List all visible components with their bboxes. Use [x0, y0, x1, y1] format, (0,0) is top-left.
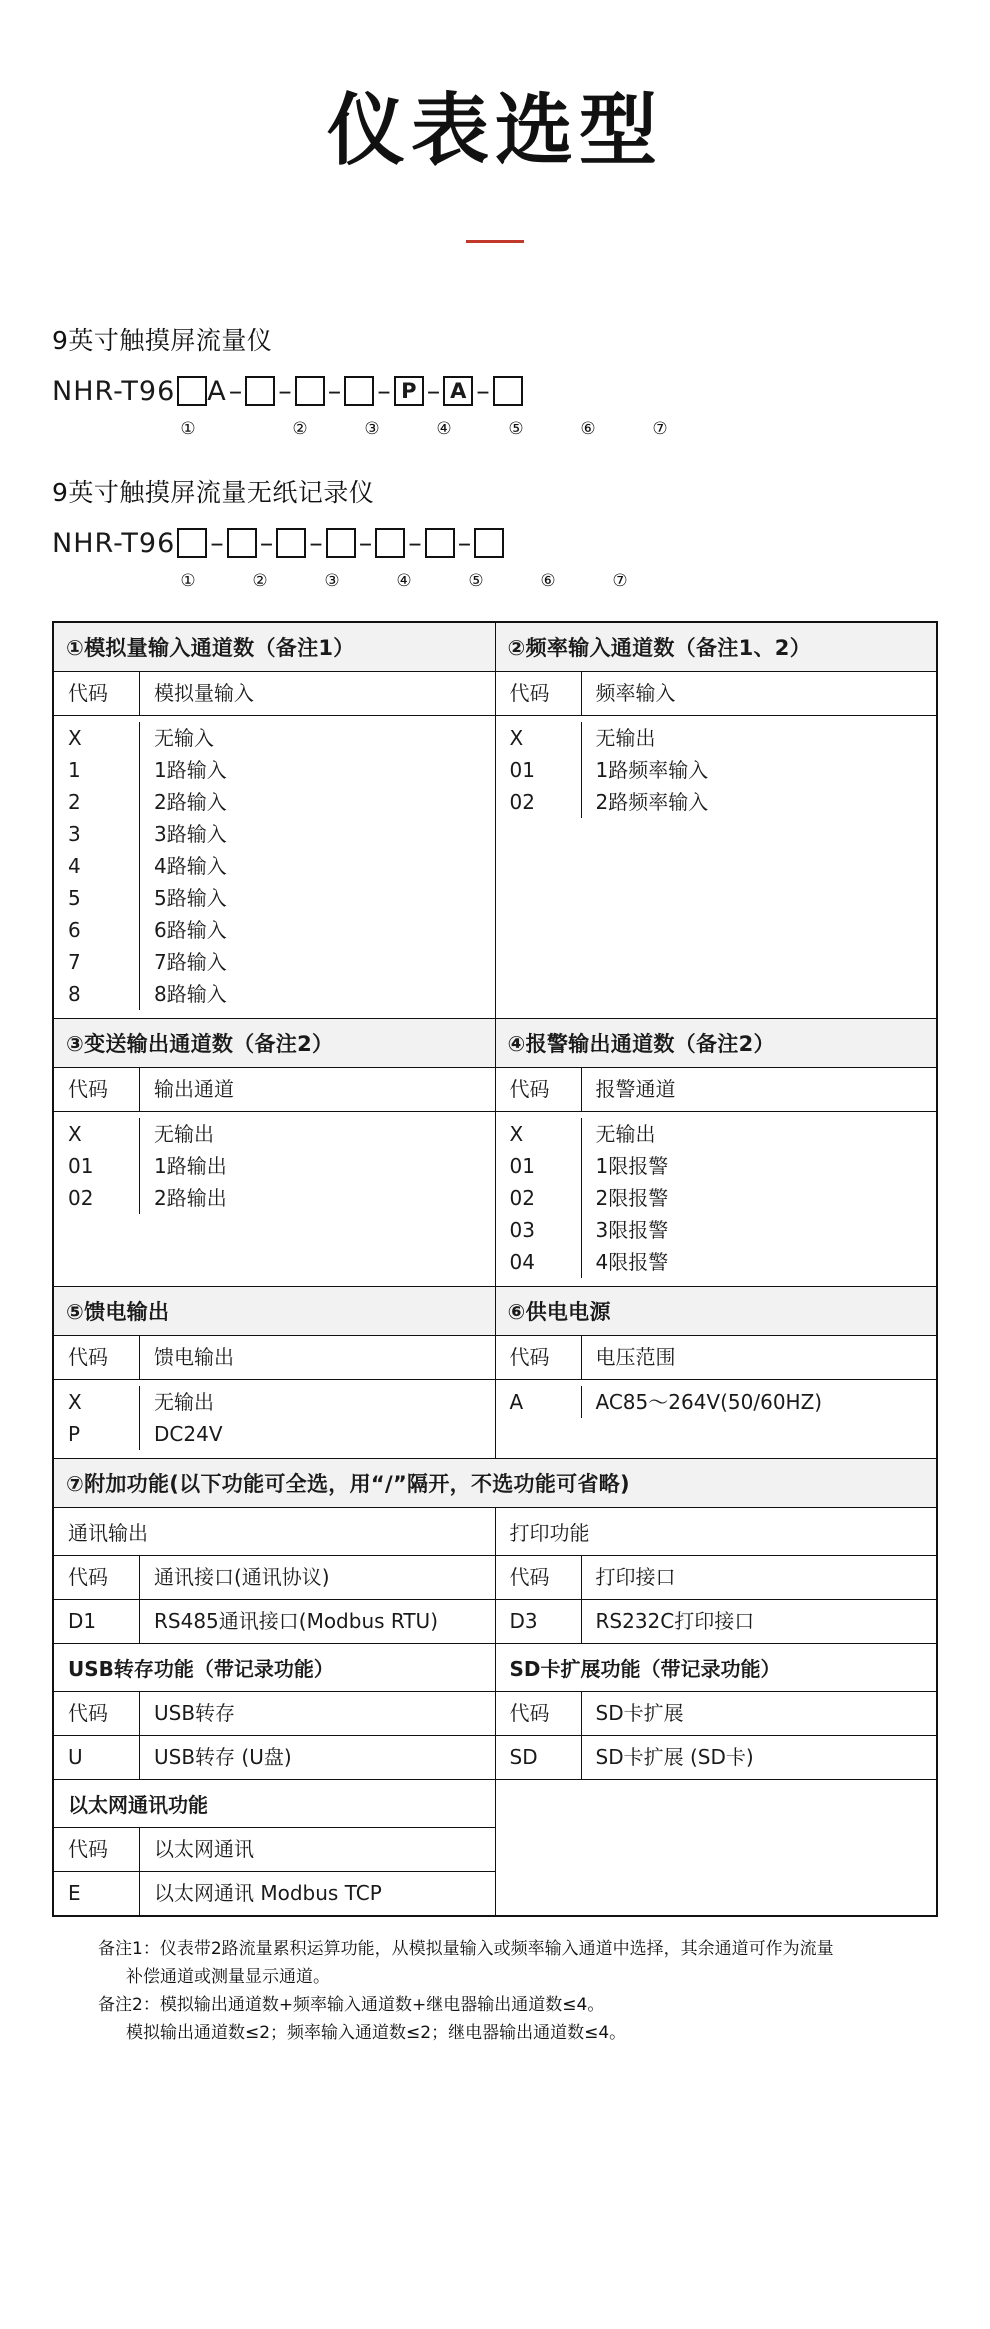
model1-dash-6: – [426, 375, 441, 407]
section-1-header: ①模拟量输入通道数（备注1） [54, 623, 495, 671]
list-item [54, 1872, 495, 1915]
title-divider [466, 240, 524, 243]
specification-table [52, 621, 938, 1917]
model1-slot-1[interactable] [177, 376, 207, 406]
s7-g2-right-colheader-cell [495, 1692, 937, 1736]
s7-g2-left-colheader-cell [53, 1692, 495, 1736]
model-prefix-1: NHR-T96 [52, 375, 176, 407]
s7-g1-left-colheader-cell [53, 1556, 495, 1600]
desc: DC24V [154, 1422, 223, 1446]
model-caption-1: 9英寸触摸屏流量仪 [52, 326, 273, 355]
list-item [54, 978, 495, 1010]
section-1-rows [54, 716, 495, 1018]
model1-slot-8[interactable] [493, 376, 523, 406]
s7-g1-left-title-cell [53, 1508, 495, 1556]
model2-index-2: ② [252, 571, 268, 591]
code: 04 [496, 1246, 582, 1278]
s7-g1-left-row-cell [53, 1600, 495, 1644]
col-code: 代码 [496, 1692, 582, 1735]
list-item [496, 1246, 937, 1278]
list-item [54, 786, 495, 818]
section-5-header: ⑤馈电输出 [54, 1287, 495, 1335]
code: X [54, 1386, 140, 1418]
model2-dash-4: – [358, 527, 373, 559]
list-item [54, 850, 495, 882]
desc: RS485通讯接口(Modbus RTU) [154, 1609, 439, 1633]
section-3-col-headers [54, 1068, 495, 1112]
table-row [53, 1780, 937, 1828]
model-caption-2: 9英寸触摸屏流量无纸记录仪 [52, 478, 375, 507]
model-code-row-1 [52, 369, 990, 413]
section-6-header: ⑥供电电源 [496, 1287, 937, 1335]
table-row [53, 1287, 937, 1336]
model2-dash-2: – [259, 527, 274, 559]
section-6-rows [496, 1380, 937, 1458]
table-row [53, 1692, 937, 1736]
section-3-rows [54, 1112, 495, 1286]
list-item [54, 1600, 495, 1643]
model-code-block-1 [52, 321, 990, 439]
section-7-header-cell [53, 1459, 937, 1508]
s7-g2-left-colheaders [54, 1692, 495, 1735]
code: 01 [54, 1150, 140, 1182]
section-5-col-headers [54, 1336, 495, 1380]
page-title: 仪表选型 [326, 86, 663, 176]
s7-ethernet-title: 以太网通讯功能 [68, 1793, 208, 1817]
table-row [53, 1736, 937, 1780]
section-4-col-headers [496, 1068, 937, 1112]
model1-slot-7[interactable]: A [443, 376, 473, 406]
s7-g2-left-title: USB转存功能（带记录功能） [68, 1657, 334, 1681]
model1-dash-4: – [327, 375, 342, 407]
desc: RS232C打印接口 [595, 1609, 755, 1633]
model1-dash-7: – [476, 375, 490, 407]
code: E [54, 1872, 140, 1915]
desc: 3限报警 [595, 1218, 669, 1242]
desc: 无输入 [154, 726, 214, 750]
section-2-col-code: 代码 [496, 672, 582, 715]
col-name: 打印接口 [595, 1565, 676, 1589]
table-row [53, 1336, 937, 1459]
table-row [53, 1556, 937, 1600]
list-item [496, 1150, 937, 1182]
note-2-cont: 模拟输出通道数≤2；频率输入通道数≤2；继电器输出通道数≤4。 [126, 2023, 627, 2043]
model1-index-5: ⑤ [508, 419, 524, 439]
section-3-body-cell [53, 1068, 495, 1287]
note-1: 备注1：仪表带2路流量累积运算功能，从模拟量输入或频率输入通道中选择，其余通道可作为流量 [98, 1939, 834, 1959]
section-6-header-cell [495, 1287, 937, 1336]
table-row [53, 1068, 937, 1287]
model1-slot-5[interactable] [344, 376, 374, 406]
model1-index-1: ① [180, 419, 196, 439]
model2-slot-1[interactable] [177, 528, 207, 558]
table-row [53, 622, 937, 672]
list-item [496, 1118, 937, 1150]
section-2-col-headers [496, 672, 937, 716]
model1-index-6: ⑥ [580, 419, 596, 439]
s7-g2-right-title-cell [495, 1644, 937, 1692]
s7-ethernet-row-cell [53, 1872, 495, 1917]
desc: 无输出 [154, 1390, 214, 1414]
s7-g2-left-row-cell [53, 1736, 495, 1780]
col-code: 代码 [54, 1692, 140, 1735]
col-code: 代码 [54, 1556, 140, 1599]
model2-dash-3: – [309, 527, 323, 559]
desc: 无输出 [154, 1122, 214, 1146]
code: 4 [54, 850, 140, 882]
desc: 2限报警 [595, 1186, 669, 1210]
model2-dash-1: – [210, 527, 224, 559]
notes-block [52, 1935, 938, 2047]
s7-ethernet-blank-cell [495, 1780, 937, 1917]
list-item [54, 1182, 495, 1214]
section-5-rows [54, 1380, 495, 1458]
section-2-header: ②频率输入通道数（备注1、2） [496, 623, 937, 671]
desc: 1路输入 [154, 758, 227, 782]
col-code: 代码 [54, 1828, 140, 1871]
code: X [54, 722, 140, 754]
list-item [54, 754, 495, 786]
desc: 4路输入 [154, 854, 227, 878]
code: 02 [496, 1182, 582, 1214]
desc: 1限报警 [595, 1154, 669, 1178]
section-1-header-cell [53, 622, 495, 672]
table-row [53, 1644, 937, 1692]
model2-slot-3[interactable] [276, 528, 306, 558]
model1-slot-4[interactable] [295, 376, 325, 406]
desc: 2路输出 [154, 1186, 227, 1210]
desc: 以太网通讯 Modbus TCP [154, 1881, 382, 1905]
code: SD [496, 1736, 582, 1779]
list-item [54, 1118, 495, 1150]
section-6-body-cell [495, 1336, 937, 1459]
section-4-col-code: 代码 [496, 1068, 582, 1111]
desc: AC85～264V(50/60HZ) [595, 1390, 823, 1414]
code: 01 [496, 1150, 582, 1182]
s7-g1-left-colheaders [54, 1556, 495, 1599]
table-row [53, 1600, 937, 1644]
table-row [53, 1508, 937, 1556]
code: D3 [496, 1600, 582, 1643]
s7-g2-right-colheaders [496, 1692, 937, 1735]
s7-g1-right-colheaders [496, 1556, 937, 1599]
col-name: SD卡扩展 [595, 1701, 684, 1725]
desc: 8路输入 [154, 982, 227, 1006]
model2-slot-6[interactable] [425, 528, 455, 558]
section-3-col-name: 输出通道 [154, 1077, 234, 1101]
desc: 5路输入 [154, 886, 227, 910]
code: 1 [54, 754, 140, 786]
note-2: 备注2：模拟输出通道数+频率输入通道数+继电器输出通道数≤4。 [98, 1995, 605, 2015]
model2-slot-2[interactable] [227, 528, 257, 558]
s7-g1-right-title: 打印功能 [509, 1521, 590, 1545]
desc: 7路输入 [154, 950, 227, 974]
section-1-body-cell [53, 672, 495, 1019]
code: 8 [54, 978, 140, 1010]
model2-index-7: ⑦ [612, 571, 628, 591]
code: D1 [54, 1600, 140, 1643]
desc: 6路输入 [154, 918, 227, 942]
s7-g2-right-row-cell [495, 1736, 937, 1780]
code: 03 [496, 1214, 582, 1246]
section-1-col-headers [54, 672, 495, 716]
list-item [54, 914, 495, 946]
list-item [54, 1150, 495, 1182]
s7-g1-right-row-cell [495, 1600, 937, 1644]
list-item [496, 754, 937, 786]
code: 7 [54, 946, 140, 978]
section-3-col-code: 代码 [54, 1068, 140, 1111]
section-4-header-cell [495, 1019, 937, 1068]
s7-ethernet-title-cell [53, 1780, 495, 1828]
section-1-col-name: 模拟量输入 [154, 681, 254, 705]
list-item [496, 722, 937, 754]
section-6-col-headers [496, 1336, 937, 1380]
model-prefix-2: NHR-T96 [52, 527, 176, 559]
list-item [54, 946, 495, 978]
model1-dash-3: – [278, 375, 292, 407]
code: A [496, 1386, 582, 1418]
desc: 无输出 [595, 726, 656, 750]
model2-index-4: ④ [396, 571, 412, 591]
model1-index-row [52, 419, 990, 439]
note-1-cont: 补偿通道或测量显示通道。 [126, 1967, 330, 1987]
desc: 2路输入 [154, 790, 227, 814]
model2-index-5: ⑤ [468, 571, 484, 591]
model2-slot-7[interactable] [474, 528, 504, 558]
list-item [54, 818, 495, 850]
model2-slot-4[interactable] [326, 528, 356, 558]
code: 02 [496, 786, 582, 818]
model1-dash-2: – [228, 375, 243, 407]
col-code: 代码 [496, 1556, 582, 1599]
table-row [53, 1019, 937, 1068]
model2-dash-6: – [457, 527, 472, 559]
model2-slot-5[interactable] [375, 528, 405, 558]
list-item [54, 882, 495, 914]
desc: SD卡扩展 (SD卡) [595, 1745, 754, 1769]
s7-g1-right-colheader-cell [495, 1556, 937, 1600]
desc: 2路频率输入 [595, 790, 709, 814]
model-code-block-2 [52, 473, 990, 591]
section-2-col-name: 频率输入 [595, 681, 676, 705]
list-item [54, 1386, 495, 1418]
table-row [53, 672, 937, 1019]
model2-index-6: ⑥ [540, 571, 556, 591]
section-5-col-code: 代码 [54, 1336, 140, 1379]
list-item [54, 1736, 495, 1779]
s7-g1-left-title: 通讯输出 [68, 1521, 148, 1545]
code: 2 [54, 786, 140, 818]
model-code-row-2 [52, 521, 990, 565]
list-item [54, 1418, 495, 1450]
desc: 1路输出 [154, 1154, 227, 1178]
code: X [496, 722, 582, 754]
section-3-header: ③变送输出通道数（备注2） [54, 1019, 495, 1067]
section-6-col-code: 代码 [496, 1336, 582, 1379]
list-item [496, 1600, 937, 1643]
code: 6 [54, 914, 140, 946]
model2-index-row [52, 571, 990, 591]
desc: 1路频率输入 [595, 758, 709, 782]
model2-dash-5: – [408, 527, 422, 559]
desc: 3路输入 [154, 822, 227, 846]
model1-slot-3[interactable] [245, 376, 275, 406]
col-name: USB转存 [154, 1701, 236, 1725]
section-5-header-cell [53, 1287, 495, 1336]
list-item [496, 1214, 937, 1246]
desc: 4限报警 [595, 1250, 669, 1274]
section-4-body-cell [495, 1068, 937, 1287]
model1-index-7: ⑦ [652, 419, 668, 439]
list-item [496, 1182, 937, 1214]
model1-slot-2: A [207, 375, 226, 407]
list-item [496, 786, 937, 818]
code: 01 [496, 754, 582, 786]
model2-index-3: ③ [324, 571, 340, 591]
code: 3 [54, 818, 140, 850]
section-1-col-code: 代码 [54, 672, 140, 715]
section-2-rows [496, 716, 937, 826]
model1-slot-6[interactable]: P [394, 376, 424, 406]
table-row [53, 1459, 937, 1508]
model1-index-2: ② [292, 419, 308, 439]
list-item [54, 722, 495, 754]
code: U [54, 1736, 140, 1779]
col-name: 以太网通讯 [154, 1837, 254, 1861]
section-5-col-name: 馈电输出 [154, 1345, 234, 1369]
desc: 无输出 [595, 1122, 656, 1146]
model2-index-1: ① [180, 571, 196, 591]
section-3-header-cell [53, 1019, 495, 1068]
code: P [54, 1418, 140, 1450]
desc: USB转存 (U盘) [154, 1745, 292, 1769]
section-7-header: ⑦附加功能(以下功能可全选，用“/”隔开，不选功能可省略) [54, 1459, 936, 1507]
s7-ethernet-colheader-cell [53, 1828, 495, 1872]
code: 02 [54, 1182, 140, 1214]
col-name: 通讯接口(通讯协议) [154, 1565, 330, 1589]
section-4-header: ④报警输出通道数（备注2） [496, 1019, 937, 1067]
s7-g2-right-title: SD卡扩展功能（带记录功能） [509, 1657, 781, 1681]
list-item [496, 1736, 937, 1779]
section-5-body-cell [53, 1336, 495, 1459]
model1-dash-5: – [377, 375, 391, 407]
model1-index-3: ③ [364, 419, 380, 439]
section-2-body-cell [495, 672, 937, 1019]
section-4-col-name: 报警通道 [595, 1077, 676, 1101]
code: X [496, 1118, 582, 1150]
section-2-header-cell [495, 622, 937, 672]
list-item [496, 1386, 937, 1418]
code: 5 [54, 882, 140, 914]
model1-index-4: ④ [436, 419, 452, 439]
s7-g1-right-title-cell [495, 1508, 937, 1556]
s7-g2-left-title-cell [53, 1644, 495, 1692]
code: X [54, 1118, 140, 1150]
section-6-col-name: 电压范围 [595, 1345, 676, 1369]
section-4-rows [496, 1112, 937, 1286]
s7-ethernet-colheaders [54, 1828, 495, 1871]
